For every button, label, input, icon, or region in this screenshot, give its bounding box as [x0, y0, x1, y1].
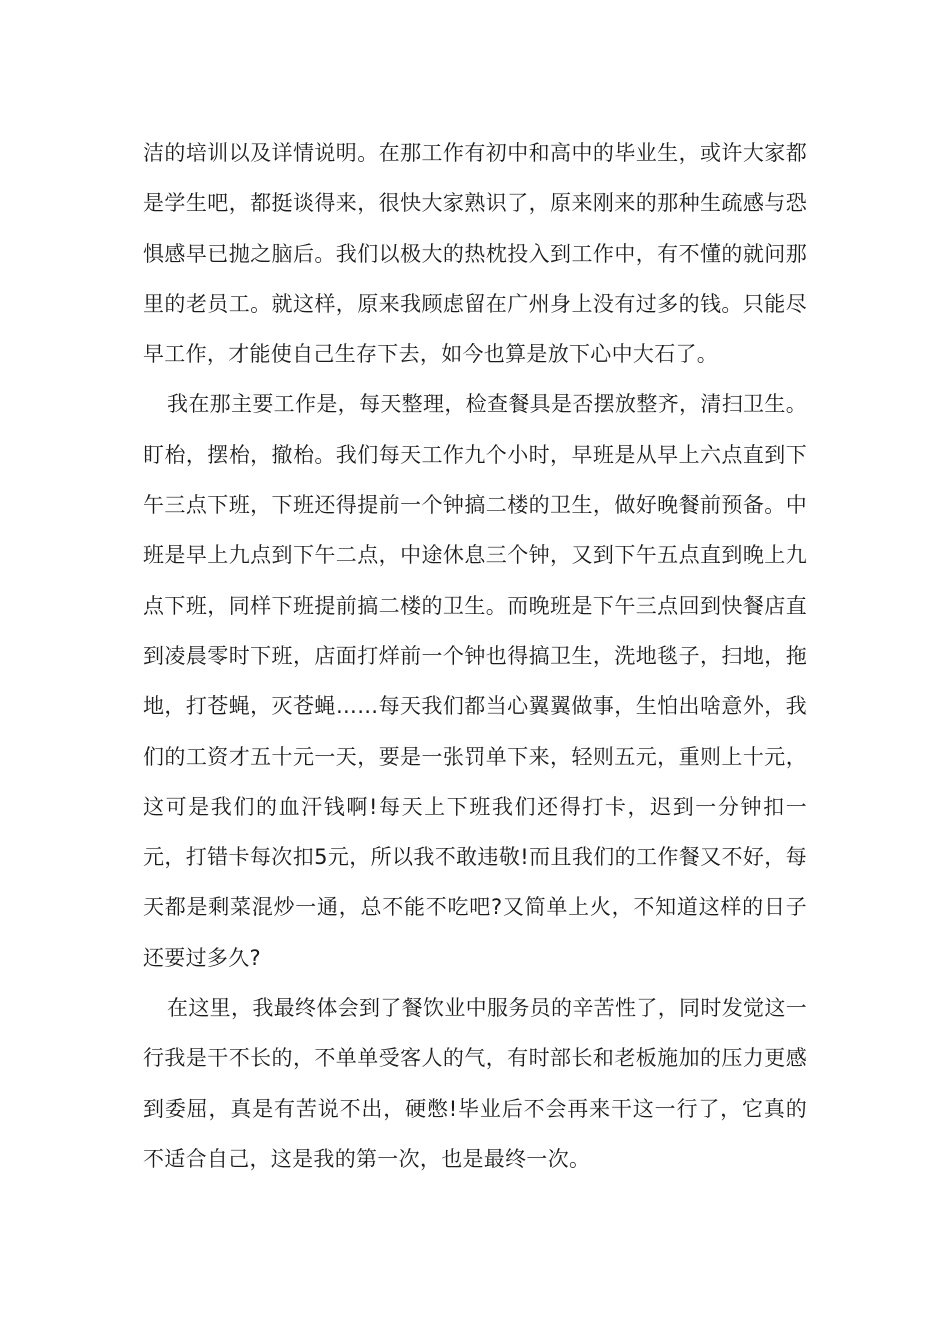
paragraph-3: 在这里，我最终体会到了餐饮业中服务员的辛苦性了，同时发觉这一行我是干不长的，不单单受客人的气，有时部长和老板施加的压力更感到委屈，真是有苦说不出，硬憋!毕业后不会再来干这一行了，它真的不适合自己，这是我的第一次，也是最终一次。 [143, 996, 807, 1171]
paragraph-2: 我在那主要工作是，每天整理，检查餐具是否摆放整齐，清扫卫生。盯枱，摆枱，撤枱。我们每天工作九个小时，早班是从早上六点直到下午三点下班，下班还得提前一个钟搞二楼的卫生，做好晚餐前预备。中班是早上九点到下午二点，中途休息三个钟，又到下午五点直到晚上九点下班，同样下班提前搞二楼的卫生。而晚班是下午三点回到快餐店直到凌晨零时下班，店面打烊前一个钟也得搞卫生，洗地毯子，扫地，拖地，打苍蝇，灭苍蝇……每天我们都当心翼翼做事，生怕出啥意外，我们的工资才五十元一天，要是一张罚单下来，轻则五元，重则上十元，这可是我们的血汗钱啊!每天上下班我们还得打卡，迟到一分钟扣一元，打错卡每次扣5元，所以我不敢违敬!而且我们的工作餐又不好，每天都是剩菜混炒一通，总不能不吃吧?又简单上火，不知道这样的日子还要过多久? [143, 392, 807, 970]
paragraph-1: 洁的培训以及详情说明。在那工作有初中和高中的毕业生，或许大家都是学生吧，都挺谈得来，很快大家熟识了，原来刚来的那种生疏感与恐惧感早已抛之脑后。我们以极大的热枕投入到工作中，有不懂的就问那里的老员工。就这样，原来我顾虑留在广州身上没有过多的钱。只能尽早工作，才能使自己生存下去，如今也算是放下心中大石了。 [143, 141, 807, 367]
document-body [143, 128, 807, 1184]
